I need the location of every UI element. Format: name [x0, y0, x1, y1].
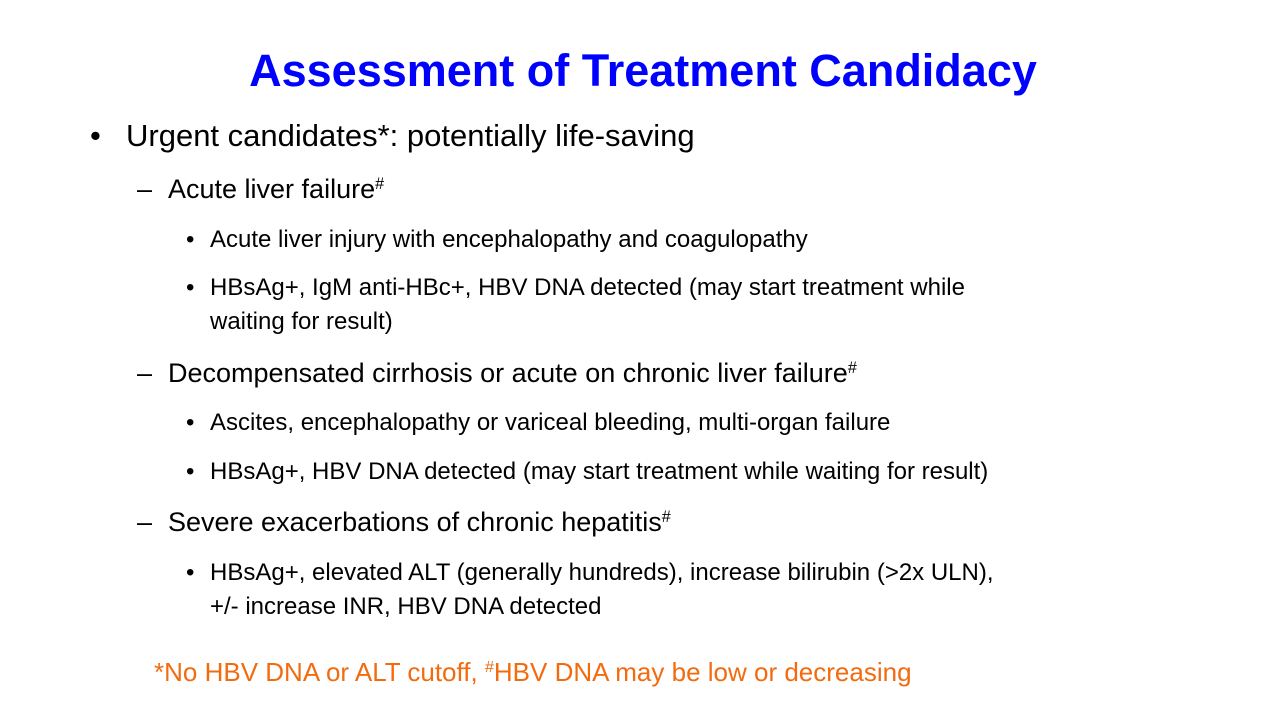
list-item-text: Ascites, encephalopathy or variceal bleeding, multi-organ failure: [210, 409, 891, 436]
list-item-text-continued: waiting for result): [210, 308, 393, 335]
footnote-text-part2: HBV DNA may be low or decreasing: [493, 657, 912, 687]
section-superscript: #: [375, 175, 385, 194]
section-superscript: #: [661, 508, 671, 527]
section-label-text: Severe exacerbations of chronic hepatitis: [168, 507, 662, 537]
list-item-text-continued: +/- increase INR, HBV DNA detected: [210, 593, 602, 620]
list-item-text: HBsAg+, HBV DNA detected (may start treatment while waiting for result): [210, 458, 989, 485]
bullet-marker: •: [186, 274, 195, 301]
bullet-marker: •: [90, 118, 101, 153]
bullet-marker: •: [186, 226, 195, 253]
slide-title: Assessment of Treatment Candidacy: [249, 45, 1037, 96]
section-label: [168, 505, 671, 539]
dash-marker: –: [137, 507, 153, 537]
footnote: [154, 656, 912, 688]
list-item-text: Acute liver injury with encephalopathy and coagulopathy: [210, 226, 808, 253]
dash-marker: –: [137, 358, 153, 388]
main-bullet-text: Urgent candidates*: potentially life-saving: [126, 118, 695, 153]
section-superscript: #: [847, 359, 857, 378]
bullet-marker: •: [186, 409, 195, 436]
list-item-text: HBsAg+, elevated ALT (generally hundreds), increase bilirubin (>2x ULN),: [210, 559, 994, 586]
section-label: [168, 172, 384, 206]
section-label-text: Decompensated cirrhosis or acute on chronic liver failure: [168, 358, 848, 388]
footnote-text-part1: *No HBV DNA or ALT cutoff,: [154, 657, 485, 687]
section-label: [168, 356, 857, 390]
section-label-text: Acute liver failure: [168, 174, 376, 204]
bullet-marker: •: [186, 559, 195, 586]
footnote-superscript: #: [484, 658, 494, 677]
dash-marker: –: [137, 174, 153, 204]
list-item-text: HBsAg+, IgM anti-HBc+, HBV DNA detected (may start treatment while: [210, 274, 965, 301]
bullet-marker: •: [186, 458, 195, 485]
